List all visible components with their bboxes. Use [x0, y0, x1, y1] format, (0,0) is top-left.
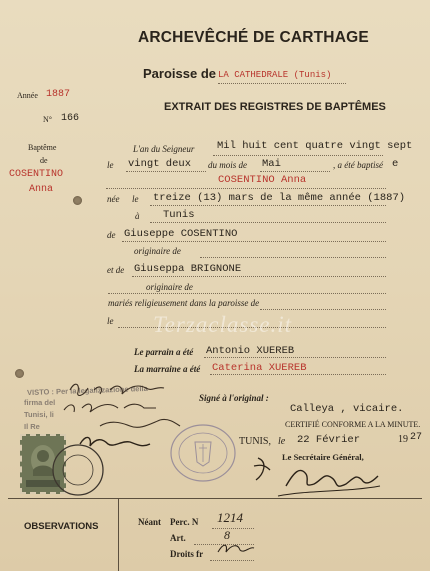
fees-label: Droits fr: [170, 549, 204, 559]
annee-value: 1887: [46, 89, 71, 100]
annee-label: Année: [17, 91, 38, 100]
extract-title: EXTRAIT DES REGISTRES DE BAPTÊMES: [164, 101, 386, 113]
baptised-name: COSENTINO Anna: [218, 174, 307, 186]
signed-value: Calleya , vicaire.: [290, 403, 404, 415]
father-value: Giuseppe COSENTINO: [124, 228, 238, 240]
article-label: Art.: [170, 533, 186, 543]
secretary-label: Le Secrétaire Général,: [282, 452, 364, 462]
observations-heading: OBSERVATIONS: [24, 521, 99, 532]
article-value: 8: [224, 528, 230, 542]
born-label: née: [107, 194, 120, 204]
godfather-value: Antonio XUEREB: [206, 345, 295, 357]
day-value: vingt deux: [128, 158, 192, 170]
baptised-suffix: e: [392, 158, 399, 170]
place-le-label: le: [278, 436, 286, 447]
birth-date: treize (13) mars de la même année (1887): [153, 192, 406, 204]
marriage-date-label: le: [107, 316, 114, 326]
married-label: mariés religieusement dans la paroisse de: [108, 298, 260, 308]
binder-hole-bottom: [15, 369, 24, 378]
paroisse-value: LA CATHEDRALE (Tunis): [218, 70, 332, 80]
day-label: le: [107, 160, 114, 170]
legalisation-stamp-line3: Tunisi, li: [24, 410, 54, 419]
born-le-label: le: [132, 194, 139, 204]
neant-label: Néant: [138, 517, 161, 527]
issue-date: 22 Février: [297, 434, 361, 446]
bapteme-label: Baptême: [28, 143, 57, 152]
de-label: de: [40, 156, 48, 165]
month-label: du mois de: [208, 160, 247, 170]
mother-label: et de: [107, 265, 125, 275]
baptised-label: , a été baptisé: [333, 160, 383, 170]
year-label: L'an du Seigneur: [133, 144, 195, 154]
mother-value: Giuseppa BRIGNONE: [134, 263, 242, 275]
birthplace-value: Tunis: [163, 209, 195, 221]
paroisse-label: Paroisse de: [143, 66, 216, 81]
legalisation-stamp-line1: VISTO : Per la legalizzazione della: [26, 383, 148, 398]
year-suffix: 27: [410, 432, 423, 443]
certified-conform: CERTIFIÉ CONFORME A LA MINUTE.: [285, 420, 421, 429]
place-label: TUNIS,: [239, 436, 271, 447]
secretary-signature: [248, 452, 388, 502]
legalisation-stamp-line2: firma del: [24, 398, 56, 407]
archdiocese-title: ARCHEVÊCHÉ DE CARTHAGE: [138, 29, 369, 46]
perception-label: Perc. N: [170, 517, 199, 527]
margin-surname: COSENTINO: [9, 169, 64, 180]
godmother-label: La marraine a été: [134, 364, 201, 374]
legalisation-stamp-line4: Il Re: [24, 422, 40, 431]
year-prefix: 19: [398, 434, 408, 445]
birthplace-label: à: [135, 211, 140, 221]
bottom-signature: [214, 534, 258, 562]
father-label: de: [107, 230, 116, 240]
consulate-seal: [168, 422, 238, 484]
signed-label: Signé à l'original :: [199, 393, 269, 403]
godfather-label: Le parrain a été: [134, 347, 194, 357]
perception-value: 1214: [217, 510, 243, 525]
number-label: N°: [43, 115, 52, 124]
margin-given-name: Anna: [29, 184, 54, 195]
year-value: Mil huit cent quatre vingt sept: [217, 140, 413, 152]
binder-hole-top: [73, 196, 82, 205]
father-origin-label: originaire de: [134, 246, 181, 256]
mother-origin-label: originaire de: [146, 282, 193, 292]
month-value: Mai: [262, 158, 281, 170]
godmother-value: Caterina XUEREB: [212, 362, 307, 374]
watermark: Terzaclasse.it: [153, 312, 293, 337]
number-value: 166: [61, 113, 80, 124]
postmark-circle: [50, 442, 106, 498]
